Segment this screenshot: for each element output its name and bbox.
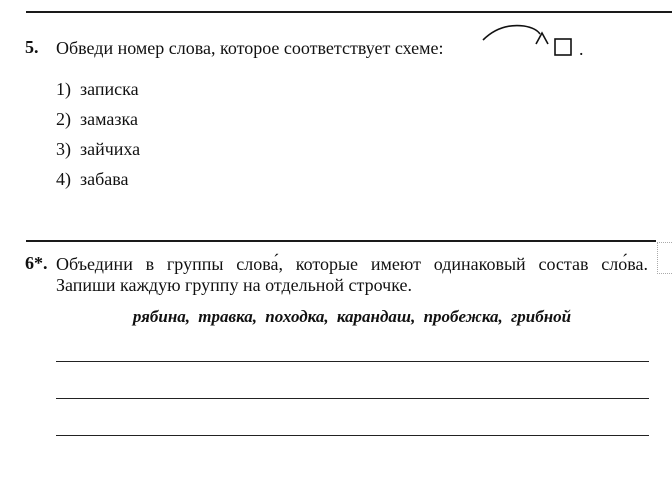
suffix-caret-icon [536, 33, 548, 44]
option-word: записка [80, 79, 139, 99]
option-3[interactable]: 3) зайчиха [56, 139, 141, 159]
answer-line[interactable] [56, 398, 649, 399]
top-divider [26, 11, 672, 13]
answer-line[interactable] [56, 361, 649, 362]
morpheme-scheme [478, 18, 598, 64]
question-5-text [56, 38, 444, 58]
middle-divider [26, 240, 656, 242]
question-6-line-2: Запиши каждую группу на отдельной строчке. [56, 275, 413, 295]
root-arc-icon [483, 26, 540, 40]
question-6-line-1: Объедини в группы слова́, которые имеют одинаковый состав сло́ва. [56, 254, 648, 274]
option-1[interactable]: 1) записка [56, 79, 139, 99]
scheme-period: . [579, 39, 584, 59]
option-word: замазка [80, 109, 138, 129]
question-6-number: 6*. [25, 253, 48, 273]
option-4[interactable]: 4) забава [56, 169, 129, 189]
ending-box-icon [555, 39, 571, 55]
question-6-word-list: рябина, травка, походка, карандаш, пробежка, грибной [132, 307, 572, 326]
option-word: забава [80, 169, 129, 189]
option-2[interactable]: 2) замазка [56, 109, 138, 129]
question-5-prompt: Обведи номер слова, которое соответствует схеме: [56, 38, 444, 58]
answer-line[interactable] [56, 435, 649, 436]
question-5-number: 5. [25, 37, 39, 57]
question-5-options [56, 78, 140, 198]
option-word: зайчиха [80, 139, 141, 159]
edge-margin-mark [657, 242, 672, 274]
question-6-text [56, 254, 648, 296]
